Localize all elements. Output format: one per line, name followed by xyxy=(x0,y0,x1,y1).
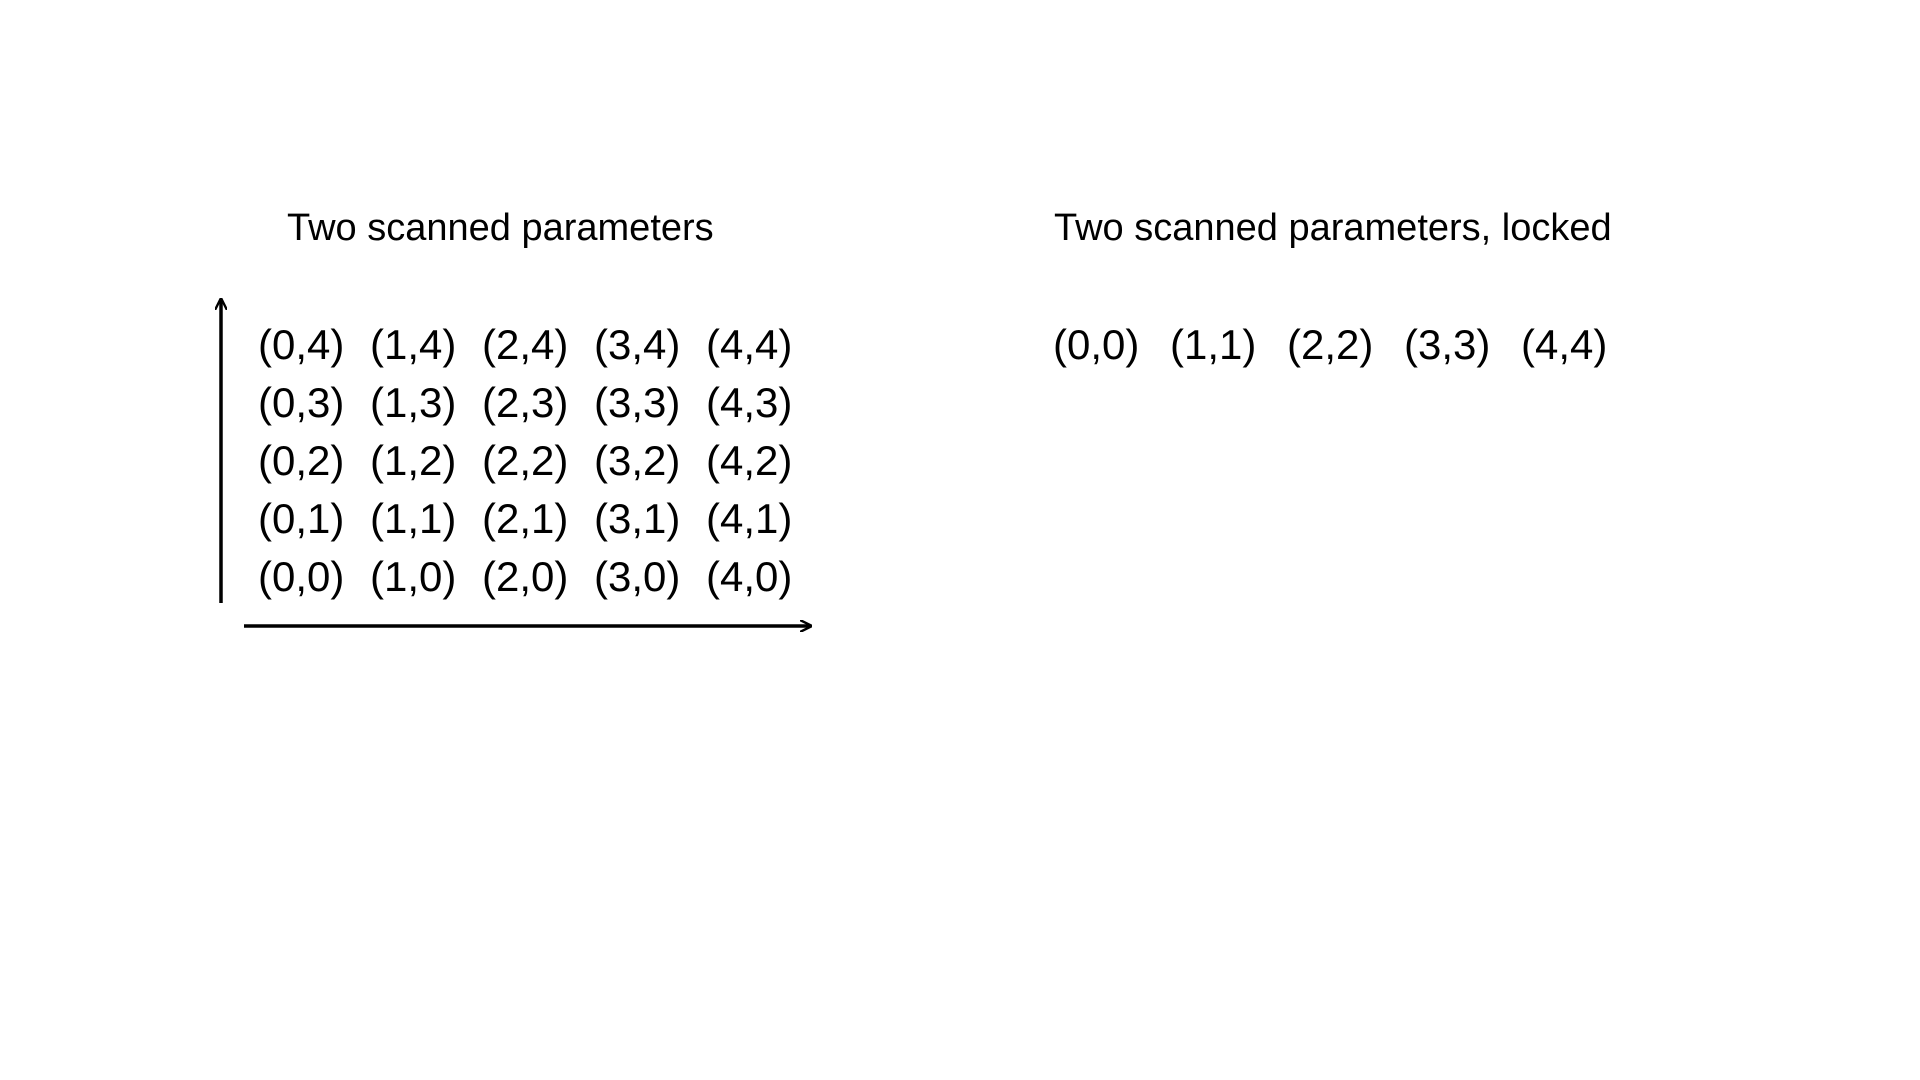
grid-cell: (2,2) xyxy=(482,437,569,484)
grid-cell: (3,2) xyxy=(594,437,681,484)
locked-pair: (1,1) xyxy=(1170,321,1257,368)
grid-cell: (3,0) xyxy=(594,553,681,600)
parameter-grid xyxy=(258,316,818,606)
grid-cell: (1,1) xyxy=(370,495,457,542)
grid-cell: (4,3) xyxy=(706,379,793,426)
grid-cell: (2,4) xyxy=(482,321,569,368)
locked-pair: (4,4) xyxy=(1521,321,1608,368)
grid-cell: (3,3) xyxy=(594,379,681,426)
locked-pair: (0,0) xyxy=(1053,321,1140,368)
grid-cell: (4,4) xyxy=(706,321,793,368)
grid-cell: (4,0) xyxy=(706,553,793,600)
grid-cell: (1,2) xyxy=(370,437,457,484)
grid-cell: (3,4) xyxy=(594,321,681,368)
grid-cell: (0,1) xyxy=(258,495,345,542)
locked-pair: (2,2) xyxy=(1287,321,1374,368)
grid-cell: (0,2) xyxy=(258,437,345,484)
grid-cell: (2,1) xyxy=(482,495,569,542)
grid-cell: (0,4) xyxy=(258,321,345,368)
grid-cell: (4,1) xyxy=(706,495,793,542)
grid-cell: (3,1) xyxy=(594,495,681,542)
right-panel-title: Two scanned parameters, locked xyxy=(1054,207,1612,249)
grid-cell: (2,0) xyxy=(482,553,569,600)
grid-cell: (1,0) xyxy=(370,553,457,600)
grid-cell: (4,2) xyxy=(706,437,793,484)
grid-cell: (2,3) xyxy=(482,379,569,426)
grid-cell: (0,3) xyxy=(258,379,345,426)
locked-pair: (3,3) xyxy=(1404,321,1491,368)
grid-cell: (0,0) xyxy=(258,553,345,600)
grid-cell: (1,3) xyxy=(370,379,457,426)
grid-cell: (1,4) xyxy=(370,321,457,368)
left-panel-title: Two scanned parameters xyxy=(287,207,714,249)
locked-pairs-row xyxy=(1053,316,1638,374)
